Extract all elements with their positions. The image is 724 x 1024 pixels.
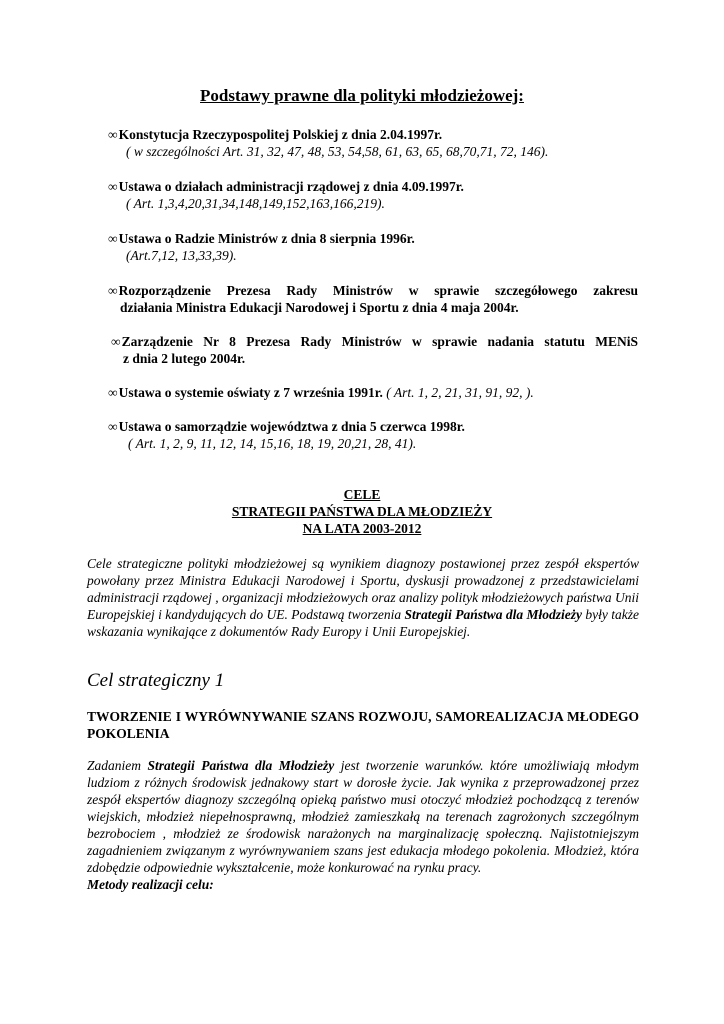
list-item xyxy=(108,230,648,264)
list-item xyxy=(108,126,648,160)
goals-heading xyxy=(0,486,724,537)
goal-paragraph xyxy=(87,757,639,893)
intro-text-part1: Cele strategiczne polityki młodzieżowej są wynikiem diagnozy postawionej przez zespół ekspertów powołany przez Ministra Edukacji Narodowej i Sportu, dyskusji prowadzonej z przedstawicielami administracji rządowej , organizacji młodzieżowych oraz analizy polityk młodzieżowych państwa Unii Europejskiej i kandydujących do UE. Podstawą tworzenia xyxy=(87,556,639,622)
page-title: Podstawy prawne dla polityki młodzieżowej: xyxy=(200,86,524,105)
methods-label: Metody realizacji celu: xyxy=(87,877,214,892)
list-item-title: Ustawa o działach administracji rządowej z dnia 4.09.1997r. xyxy=(118,179,464,194)
list-item-title: Ustawa o samorządzie województwa z dnia 5 czerwca 1998r. xyxy=(118,419,465,434)
list-item-title: Konstytucja Rzeczypospolitej Polskiej z dnia 2.04.1997r. xyxy=(118,127,443,142)
goal-caps-title: TWORZENIE I WYRÓWNYWANIE SZANS ROZWOJU, SAMOREALIZACJA MŁODEGO POKOLENIA xyxy=(87,709,639,741)
intro-text-part2: były także wskazania wynikające z dokumentów Rady Europy i Unii Europejskiej. xyxy=(87,607,639,639)
list-item-title: Ustawa o Radzie Ministrów z dnia 8 sierpnia 1996r. xyxy=(118,231,415,246)
list-item xyxy=(108,282,638,316)
list-item-articles: (Art.7,12, 13,33,39). xyxy=(126,248,237,263)
list-item-title-continued: z dnia 2 lutego 2004r. xyxy=(123,351,246,366)
list-item-articles: ( w szczególności Art. 31, 32, 47, 48, 53, 54,58, 61, 63, 65, 68,70,71, 72, 146). xyxy=(126,144,549,159)
list-item-title: Ustawa o systemie oświaty z 7 września 1991r. xyxy=(118,385,383,400)
intro-strategy-name: Strategii Państwa dla Młodzieży xyxy=(404,607,582,622)
list-item-articles: ( Art. 1,3,4,20,31,34,148,149,152,163,166,219). xyxy=(126,196,385,211)
goals-heading-line2: STRATEGII PAŃSTWA DLA MŁODZIEŻY xyxy=(231,504,493,519)
list-item xyxy=(108,418,648,452)
list-item-title: Zarządzenie Nr 8 Prezesa Rady Ministrów w sprawie nadania statutu MENiS xyxy=(121,334,638,349)
list-item xyxy=(108,384,648,401)
list-item-title: Rozporządzenie Prezesa Rady Ministrów w sprawie szczegółowego zakresu xyxy=(118,283,638,298)
goals-heading-line1: CELE xyxy=(343,487,381,502)
intro-paragraph xyxy=(87,555,639,640)
list-item-title-continued: działania Ministra Edukacji Narodowej i Sportu z dnia 4 maja 2004r. xyxy=(120,300,519,315)
list-item xyxy=(108,178,648,212)
list-item xyxy=(111,333,638,367)
goal-strategy-name: Strategii Państwa dla Młodzieży xyxy=(147,758,335,773)
goals-heading-line3: NA LATA 2003-2012 xyxy=(302,521,422,536)
goal-text-rest: jest tworzenie warunków. które umożliwiają młodym ludziom z różnych środowisk jednakowy start w dorosłe życie. Jak wynika z przeprowadzonej przez zespół ekspertów diagnozy szczególną opieką państwo musi otoczyć młodzież pochodzącą z terenów wiejskich, młodzież niepełnosprawną, młodzież zamieszkałą na terenach zagrożonych szczególnym bezrobociem , młodzież ze środowisk narażonych na marginalizację społeczną. Najistotniejszym zagadnieniem związanym z wyrównywaniem szans jest edukacja młodego pokolenia. Młodzież, która zdobędzie odpowiednie wykształcenie, może konkurować na rynku pracy. xyxy=(87,758,639,875)
infinity-bullet-icon: ∞ xyxy=(108,385,118,400)
infinity-bullet-icon: ∞ xyxy=(108,179,118,194)
infinity-bullet-icon: ∞ xyxy=(108,127,118,142)
infinity-bullet-icon: ∞ xyxy=(108,419,118,434)
list-item-articles: ( Art. 1, 2, 9, 11, 12, 14, 15,16, 18, 19, 20,21, 28, 41). xyxy=(128,436,417,451)
infinity-bullet-icon: ∞ xyxy=(108,283,118,298)
infinity-bullet-icon: ∞ xyxy=(108,231,118,246)
list-item-articles: ( Art. 1, 2, 21, 31, 91, 92, ). xyxy=(386,385,534,400)
goal-heading: Cel strategiczny 1 xyxy=(87,670,225,691)
goal-text-start: Zadaniem xyxy=(87,758,148,773)
infinity-bullet-icon: ∞ xyxy=(111,334,121,349)
